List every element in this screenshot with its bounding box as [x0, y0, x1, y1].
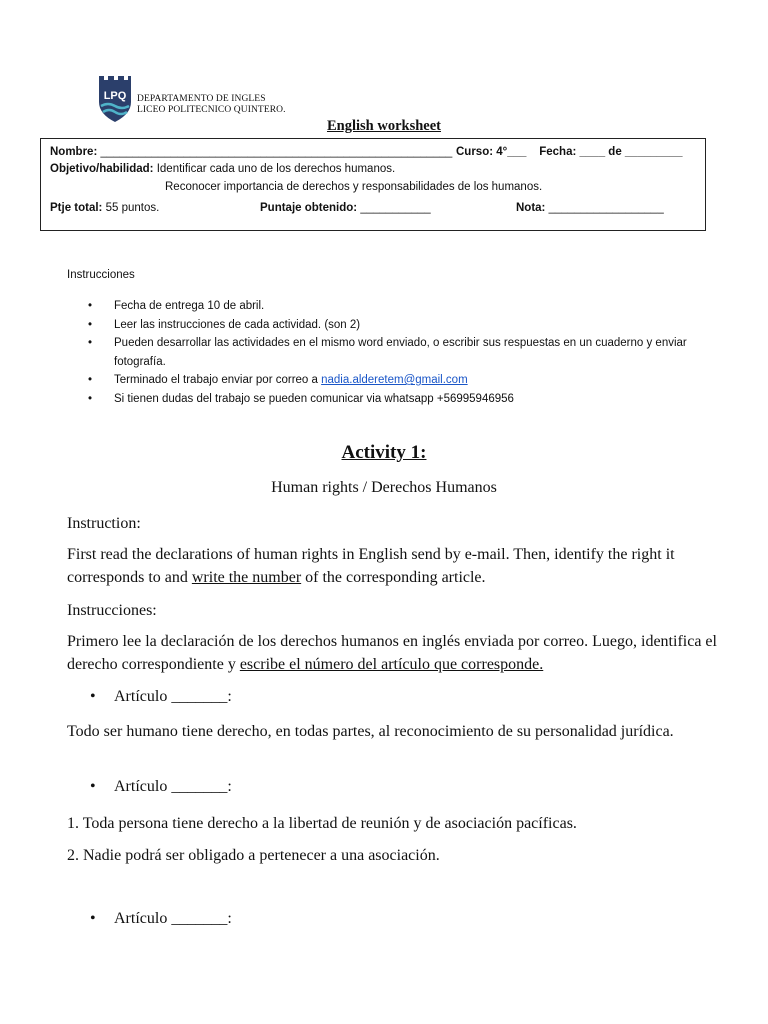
article-text-2-line-1: 1. Toda persona tiene derecho a la libertad de reunión y de asociación pacíficas. [67, 815, 577, 832]
instruction-spanish: Primero lee la declaración de los derechos humanos en inglés enviada por correo. Luego, identifica el derecho correspondiente y escribe el número del artículo que corresponde. [67, 633, 717, 673]
ptje-value: 55 puntos. [105, 202, 160, 214]
department-line-2: LICEO POLITECNICO QUINTERO. [137, 105, 286, 115]
nota-field[interactable]: __________________ [548, 202, 664, 214]
article-text-2-line-2: 2. Nadie podrá ser obligado a pertenecer a una asociación. [67, 847, 440, 864]
fecha-label: Fecha: [539, 146, 577, 158]
ptje-label: Ptje total: [50, 202, 103, 214]
instruction-label: Instruction: [67, 515, 141, 532]
fecha-field[interactable]: ____ de _________ [579, 146, 683, 158]
instructions-list [88, 297, 728, 408]
department-info [137, 94, 286, 116]
instructions-heading: Instrucciones [67, 269, 135, 281]
logo-text: LPQ [103, 90, 127, 102]
articulo-field[interactable]: • Artículo _______: [90, 778, 232, 795]
list-item: • Si tienen dudas del trabajo se pueden comunicar via whatsapp +56995946956 [88, 390, 728, 409]
instruction-english: First read the declarations of human rights in English send by e-mail. Then, identify the right it corresponds to and write the number of the corresponding article. [67, 546, 675, 586]
article-text-1: Todo ser humano tiene derecho, en todas partes, al reconocimiento de su personalidad jurídica. [67, 723, 674, 740]
objetivo-label: Objetivo/habilidad: [50, 163, 154, 175]
nota-label: Nota: [516, 202, 546, 214]
list-item: • Terminado el trabajo enviar por correo a nadia.alderetem@gmail.com [88, 371, 728, 390]
puntaje-label: Puntaje obtenido: [260, 202, 358, 214]
school-logo [96, 72, 134, 124]
activity-subtitle: Human rights / Derechos Humanos [271, 479, 497, 496]
list-item: • Fecha de entrega 10 de abril. [88, 297, 728, 316]
nombre-field[interactable]: _______________________________________________________ [100, 146, 453, 158]
list-item: • Pueden desarrollar las actividades en el mismo word enviado, o escribir sus respuestas en un cuaderno y enviar fotografía. [88, 334, 728, 371]
nombre-label: Nombre: [50, 146, 98, 158]
articulo-field[interactable]: • Artículo _______: [90, 910, 232, 927]
student-info-box [40, 138, 706, 231]
articulo-field[interactable]: • Artículo _______: [90, 688, 232, 705]
curso-field[interactable]: 4°___ [496, 146, 527, 158]
email-link[interactable]: nadia.alderetem@gmail.com [321, 374, 468, 386]
worksheet-title: English worksheet [326, 118, 441, 134]
objetivo-text-1: Identificar cada uno de los derechos humanos. [156, 163, 396, 175]
puntaje-field[interactable]: ___________ [360, 202, 431, 214]
curso-label: Curso: [456, 146, 494, 158]
list-item: • Leer las instrucciones de cada actividad. (son 2) [88, 316, 728, 335]
objetivo-text-2: Reconocer importancia de derechos y responsabilidades de los humanos. [165, 181, 543, 193]
activity-title: Activity 1: [341, 442, 427, 463]
instrucciones-label: Instrucciones: [67, 602, 157, 619]
department-line-1: DEPARTAMENTO DE INGLES [137, 94, 266, 104]
